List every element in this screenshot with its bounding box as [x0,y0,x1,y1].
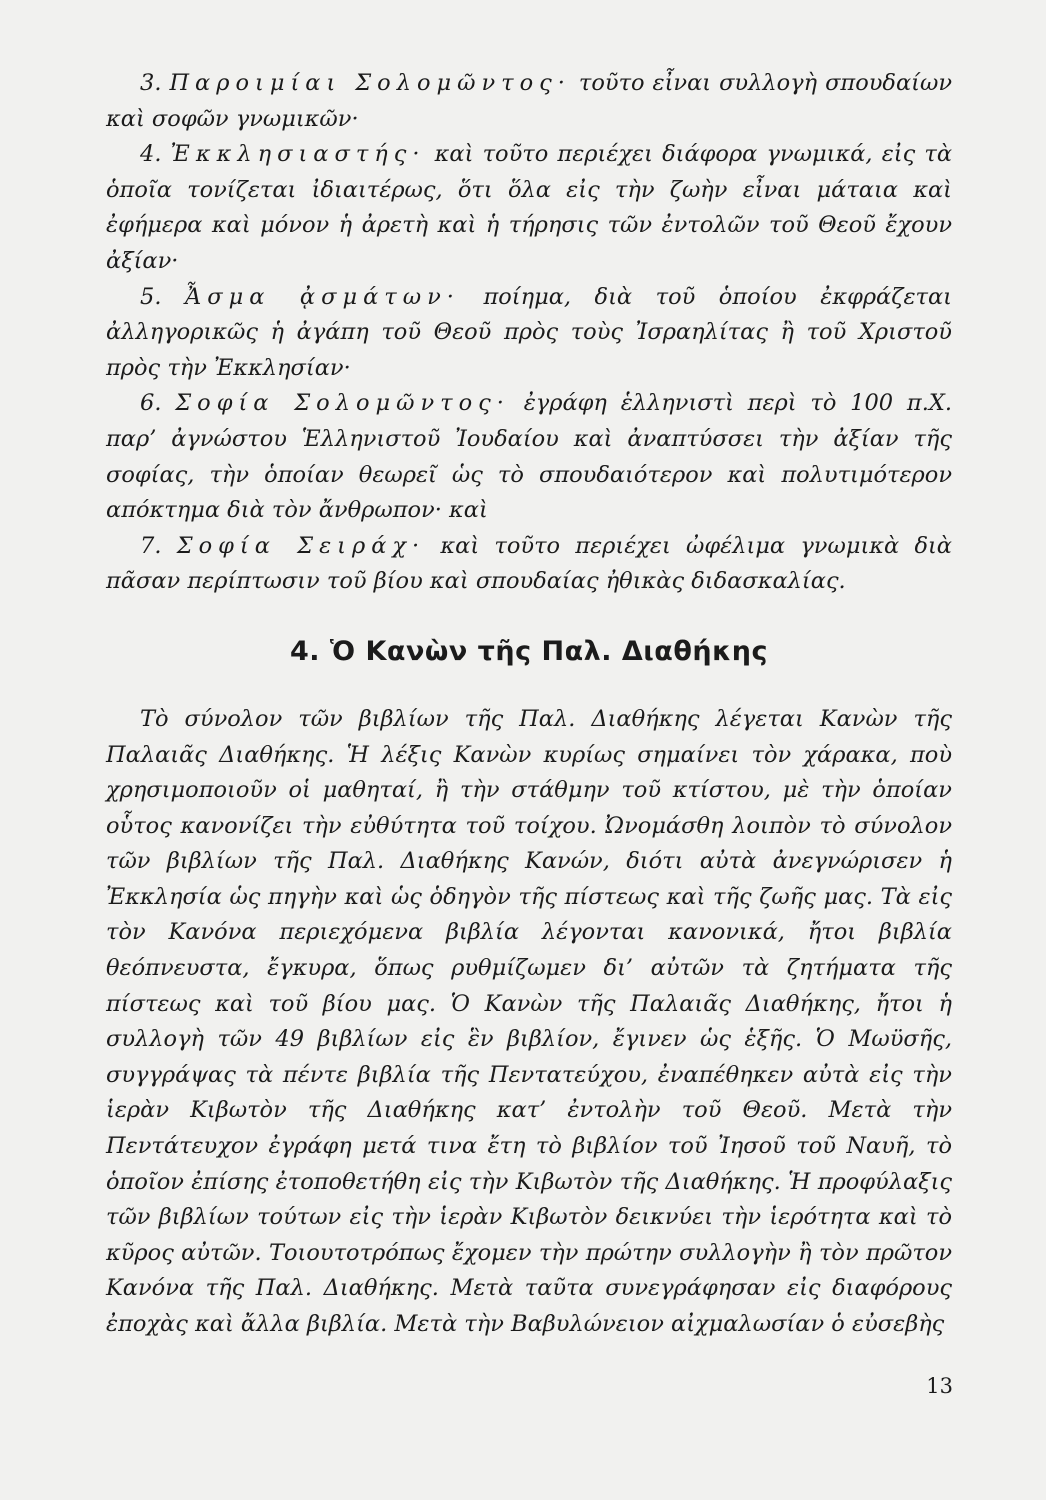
book-title: Σοφία Σολομῶντος· [175,390,510,417]
item-text-continued: παρ’ ἀγνώστου Ἑλληνιστοῦ Ἰουδαίου καὶ ἀναπτύσσει τὴν ἀξίαν τῆς σοφίας, τὴν ὁποίαν θεωρεῖ ὡς τὸ σπουδαιότερον καὶ πολυτιμότερον απόκτημα διὰ τὸν ἄνθρωπον· καὶ [106,425,952,524]
book-title: Ἆσμα ᾀσμάτων· [184,283,460,310]
item-text: τοῦτο εἶναι συλλογὴ σπουδαίων καὶ σοφῶν γνωμικῶν· [106,70,953,132]
item-text: ἐγράφη ἑλληνιστὶ περὶ τὸ [523,390,837,417]
item-number: 5. [140,283,162,310]
item-number: 7. [140,532,162,559]
page-body [106,66,952,1343]
item-text: καὶ τοῦτο περιέχει διάφορα γνωμικά, εἰς τὰ ὁποῖα τονίζεται ἰδιαιτέρως, ὅτι ὅλα εἰς τὴν ζωὴν εἶναι μάταια καὶ ἐφήμερα καὶ μόνον ἡ ἀρετὴ καὶ ἡ τήρησις τῶν ἐντολῶν τοῦ Θεοῦ ἔχουν ἀξίαν· [106,141,953,274]
section-heading: 4. Ὁ Κανὼν τῆς Παλ. Διαθήκης [289,635,769,667]
book-title: Σοφία Σειράχ· [176,532,426,559]
page-number: 13 [926,1374,953,1398]
list-item-7 [106,529,952,600]
item-number: 4. [140,141,162,168]
list-item-3 [106,66,952,137]
section-paragraph: Τὸ σύνολον τῶν βιβλίων τῆς Παλ. Διαθήκης λέγεται Κανὼν τῆς Παλαιᾶς Διαθήκης. Ἡ λέξις Κανὼν κυρίως σημαίνει τὸν χάρακα, ποὺ χρησιμοποιοῦν οἱ μαθηταί, ἢ τὴν στάθμην τοῦ κτίστου, μὲ τὴν ὁποίαν οὗτος κανονίζει τὴν εὐθύτητα τοῦ τοίχου. Ὠνομάσθη λοιπὸν τὸ σύνολον τῶν βιβλίων τῆς Παλ. Διαθήκης Κανών, διότι αὐτὰ ἀνεγνώρισεν ἡ Ἐκκλησία ὡς πηγὴν καὶ ὡς ὁδηγὸν τῆς πίστεως καὶ τῆς ζωῆς μας. Τὰ εἰς τὸν Κανόνα περιεχόμενα βιβλία λέγονται κανονικά, ἤτοι βιβλία θεόπνευστα, ἔγκυρα, ὅπως ρυθμίζωμεν δι’ αὐτῶν τὰ ζητήματα τῆς πίστεως καὶ τοῦ βίου μας. Ὁ Κανὼν τῆς Παλαιᾶς Διαθήκης, ἤτοι ἡ συλλογὴ τῶν 49 βιβλίων εἰς ἓν βιβλίον, ἔγινεν ὡς ἑξῆς. Ὁ Μωϋσῆς, συγγράψας τὰ πέντε βιβλία τῆς Πεντατεύχου, ἐναπέθηκεν αὐτὰ εἰς τὴν ἱερὰν Κιβωτὸν τῆς Διαθήκης κατ’ ἐντολὴν τοῦ Θεοῦ. Μετὰ τὴν Πεντάτευχον ἐγράφη μετά τινα ἔτη τὸ βιβλίον τοῦ Ἰησοῦ τοῦ Ναυῆ, τὸ ὁποῖον ἐπίσης ἐτοποθετήθη εἰς τὴν Κιβωτὸν τῆς Διαθήκης. Ἡ προφύλαξις τῶν βιβλίων τούτων εἰς τὴν ἱερὰν Κιβωτὸν δεικνύει τὴν ἱερότητα καὶ τὸ κῦρος αὐτῶν. Τοιουτοτρόπως ἔχομεν τὴν πρώτην συλλογὴν ἢ τὸν πρῶτον Κανόνα τῆς Παλ. Διαθήκης. Μετὰ ταῦτα συνεγράφησαν εἰς διαφόρους ἐποχὰς καὶ ἄλλα βιβλία. Μετὰ τὴν Βαβυλώνειον αἰχμαλωσίαν ὁ εὐσεβὴς [106,705,952,1337]
item-text: ποίημα, διὰ τοῦ ὁποίου ἐκφράζεται ἀλληγορικῶς ἡ ἀγάπη τοῦ Θεοῦ πρὸς τοὺς Ἰσραηλίτας ἢ τοῦ Χριστοῦ πρὸς τὴν Ἐκκλησίαν· [106,283,952,381]
item-number: 3. [140,70,162,96]
item-number: 6. [140,390,162,417]
book-title: Παροιμίαι Σολομῶντος· [169,70,571,96]
item-year: 100 π.Χ. [850,390,953,417]
list-item-4 [106,137,952,279]
book-title: Ἐκκλησιαστής· [170,141,426,168]
item-text: καὶ τοῦτο περιέχει ὠφέλιμα γνωμικὰ διὰ πᾶσαν περίπτωσιν τοῦ βίου καὶ σπουδαίας ἠθικὰς διδασκαλίας. [106,532,953,595]
list-item-6 [106,386,952,528]
list-item-5 [106,280,952,387]
